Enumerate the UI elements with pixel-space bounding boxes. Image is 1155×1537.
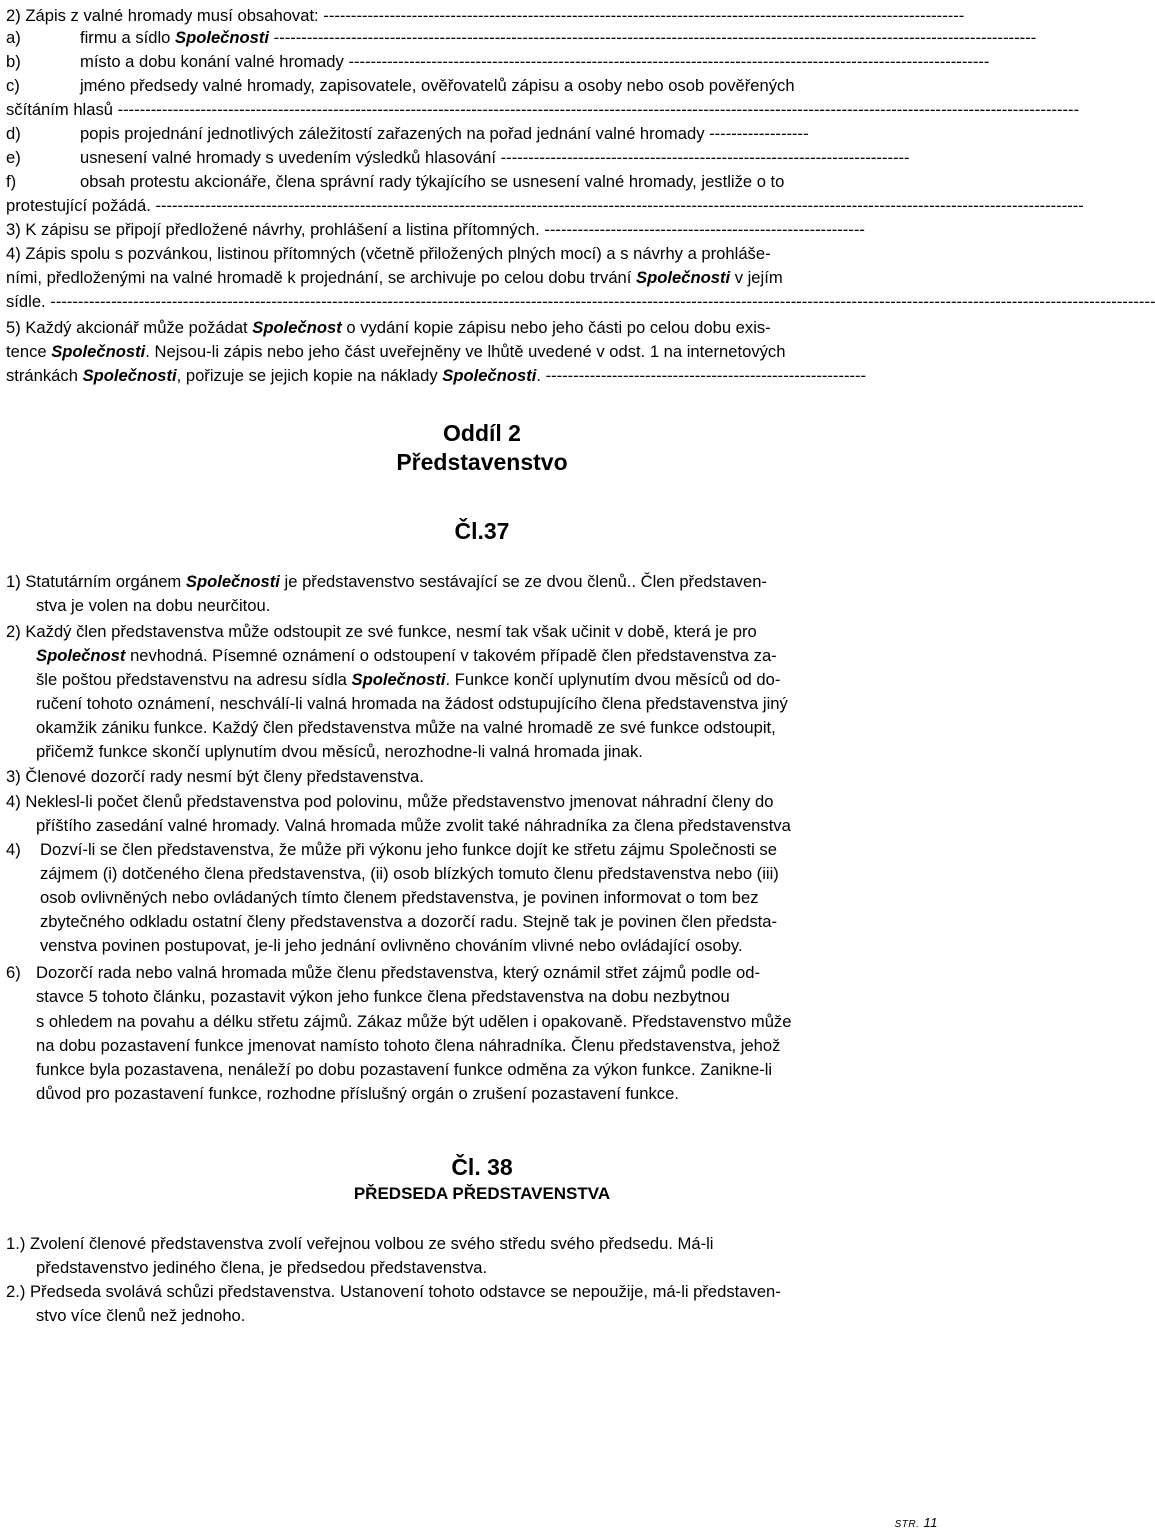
section2-p5-line1: 5) Každý akcionář může požádat Společnost o vydání kopie zápisu nebo jeho části po celou dobu exis- (6, 318, 771, 337)
art37-p4-line2: příštího zasedání valné hromady. Valná hromada může zvolit také náhradníka za člena představenstva (36, 816, 791, 835)
section2-p4-line1: 4) Zápis spolu s pozvánkou, listinou přítomných (včetně přiložených plných mocí) a s návrhy a prohláše- (6, 244, 771, 263)
art37-p4-line1: 4) Neklesl-li počet členů představenstva pod polovinu, může představenstvo jmenovat náhradní členy do (6, 792, 774, 811)
art37-p6-line6: důvod pro pozastavení funkce, rozhodne příslušný orgán o zrušení pozastavení funkce. (36, 1084, 679, 1103)
art37-p1-line1: 1) Statutárním orgánem Společnosti je představenstvo sestávající se ze dvou členů.. Člen představen- (6, 572, 767, 591)
section2-p4-line3: sídle. -------------------------------------------------------------------------------------------------------------------------------------------------------------------------------------------------------- (6, 292, 1155, 311)
art37-p2-line4: ručení tohoto oznámení, neschválí-li valná hromada na žádost odstupujícího člena představenstva jiný (36, 694, 788, 713)
art38-p1-line1: 1.) Zvolení členové představenstva zvolí veřejnou volbou ze svého středu svého předsedu. Má-li (6, 1234, 714, 1253)
item-c: jméno předsedy valné hromady, zapisovatele, ověřovatelů zápisu a osoby nebo osob pověřených (80, 76, 795, 95)
art38-p1-line2: představenstvo jediného člena, je předsedou představenstva. (36, 1258, 488, 1277)
item-e: usnesení valné hromady s uvedením výsledků hlasování -------------------------------------------------------------------------- (80, 148, 910, 167)
art37-p4b-line3: osob ovlivněných nebo ovládaných tímto členem představenstva, je povinen informovat o tom bez (40, 888, 759, 907)
art37-p2-line3: šle poštou představenstvu na adresu sídla Společnosti. Funkce končí uplynutím dvou měsíců od do- (36, 670, 781, 689)
oddil-subtitle: Představenstvo (396, 449, 568, 475)
section2-p5-line2: tence Společnosti. Nejsou-li zápis nebo jeho část uveřejněny ve lhůtě uvedené v odst. 1 na internetových (6, 342, 786, 361)
art37-p4b-line4: zbytečného odkladu ostatní členy představenstva a dozorčí radu. Stejně tak je povinen člen předsta- (40, 912, 778, 931)
item-f: obsah protestu akcionáře, člena správní rady týkajícího se usnesení valné hromady, jestliže o to (80, 172, 785, 191)
item-label-f: f) (6, 172, 17, 191)
art37-p6-line3: s ohledem na povahu a délku střetu zájmů. Zákaz může být udělen i opakovaně. Představenstvo může (36, 1012, 792, 1031)
item-c-cont: sčítáním hlasů ------------------------------------------------------------------------------------------------------------------------------------------------------------------------------ (6, 100, 1080, 119)
item-label-b: b) (6, 52, 21, 71)
item-b: místo a dobu konání valné hromady -------------------------------------------------------------------------------------------------------------------- (80, 52, 990, 71)
oddil-title: Oddíl 2 (443, 420, 521, 446)
item-label-e: e) (6, 148, 21, 167)
section2-intro: 2) Zápis z valné hromady musí obsahovat: -------------------------------------------------------------------------------------------------------------------- (6, 6, 965, 25)
art37-p2-line1: 2) Každý člen představenstva může odstoupit ze své funkce, nesmí tak však učinit v době, která je pro (6, 622, 757, 641)
art37-p2-line2: Společnost nevhodná. Písemné oznámení o odstoupení v takovém případě člen představenstva za- (36, 646, 777, 665)
item-f-cont: protestující požádá. ------------------------------------------------------------------------------------------------------------------------------------------------------------------------ (6, 196, 1084, 215)
art37-p6-label: 6) (6, 963, 21, 982)
art37-p6-line4: na dobu pozastavení funkce jmenovat namísto tohoto člena náhradníka. Členu představenstva, jehož (36, 1036, 781, 1055)
section2-p4-line2: ními, předloženými na valné hromadě k projednání, se archivuje po celou dobu trvání Společnosti v jejím (6, 268, 783, 287)
item-label-d: d) (6, 124, 21, 143)
art37-p1-line2: stva je volen na dobu neurčitou. (36, 596, 271, 615)
art38-p2-line2: stvo více členů než jednoho. (36, 1306, 246, 1325)
item-d: popis projednání jednotlivých záležitostí zařazených na pořad jednání valné hromady ------------------ (80, 124, 809, 143)
art37-p4b-label: 4) (6, 840, 21, 859)
art37-p6-line2: stavce 5 tohoto článku, pozastavit výkon jeho funkce člena představenstva na dobu nezbytnou (36, 987, 730, 1006)
art37-p3: 3) Členové dozorčí rady nesmí být členy představenstva. (6, 767, 424, 786)
article-38-subtitle: PŘEDSEDA PŘEDSTAVENSTVA (353, 1184, 611, 1203)
art37-p2-line5: okamžik zániku funkce. Každý člen představenstva může na valné hromadě ze své funkce odstoupit, (36, 718, 776, 737)
item-label-a: a) (6, 28, 21, 47)
page-number-label: STR. (894, 1519, 920, 1530)
item-label-c: c) (6, 76, 20, 95)
page-number-value: 11 (923, 1515, 938, 1530)
art37-p2-line6: přičemž funkce skončí uplynutím dvou měsíců, nerozhodne-li valná hromada jinak. (36, 742, 643, 761)
art37-p4b-line2: zájmem (i) dotčeného člena představenstva, (ii) osob blízkých tomuto členu představenstva nebo (iii) (40, 864, 779, 883)
art37-p6-line1: Dozorčí rada nebo valná hromada může členu představenstva, který oznámil střet zájmů podle od- (36, 963, 761, 982)
section2-p5-line3: stránkách Společnosti, pořizuje se jejich kopie na náklady Společnosti. ---------------------------------------------------------- (6, 366, 867, 385)
art37-p4b-line5: venstva povinen postupovat, je-li jeho jednání ovlivněno chováním vlivné nebo ovládající osoby. (40, 936, 743, 955)
art38-p2-line1: 2.) Předseda svolává schůzi představenstva. Ustanovení tohoto odstavce se nepoužije, má-li představen- (6, 1282, 781, 1301)
art37-p6-line5: funkce byla pozastavena, nenáleží po dobu pozastavení funkce odměna za výkon funkce. Zanikne-li (36, 1060, 773, 1079)
item-a: firmu a sídlo Společnosti ------------------------------------------------------------------------------------------------------------------------------------------ (80, 28, 1037, 47)
section2-p3: 3) K zápisu se připojí předložené návrhy, prohlášení a listina přítomných. ---------------------------------------------------------- (6, 220, 865, 239)
article-37-title: Čl.37 (454, 518, 510, 544)
article-38-title: Čl. 38 (451, 1154, 513, 1180)
art37-p4b-line1: Dozví-li se člen představenstva, že může při výkonu jeho funkce dojít ke střetu zájmu Společnosti se (40, 840, 777, 859)
page-number (895, 1511, 938, 1537)
